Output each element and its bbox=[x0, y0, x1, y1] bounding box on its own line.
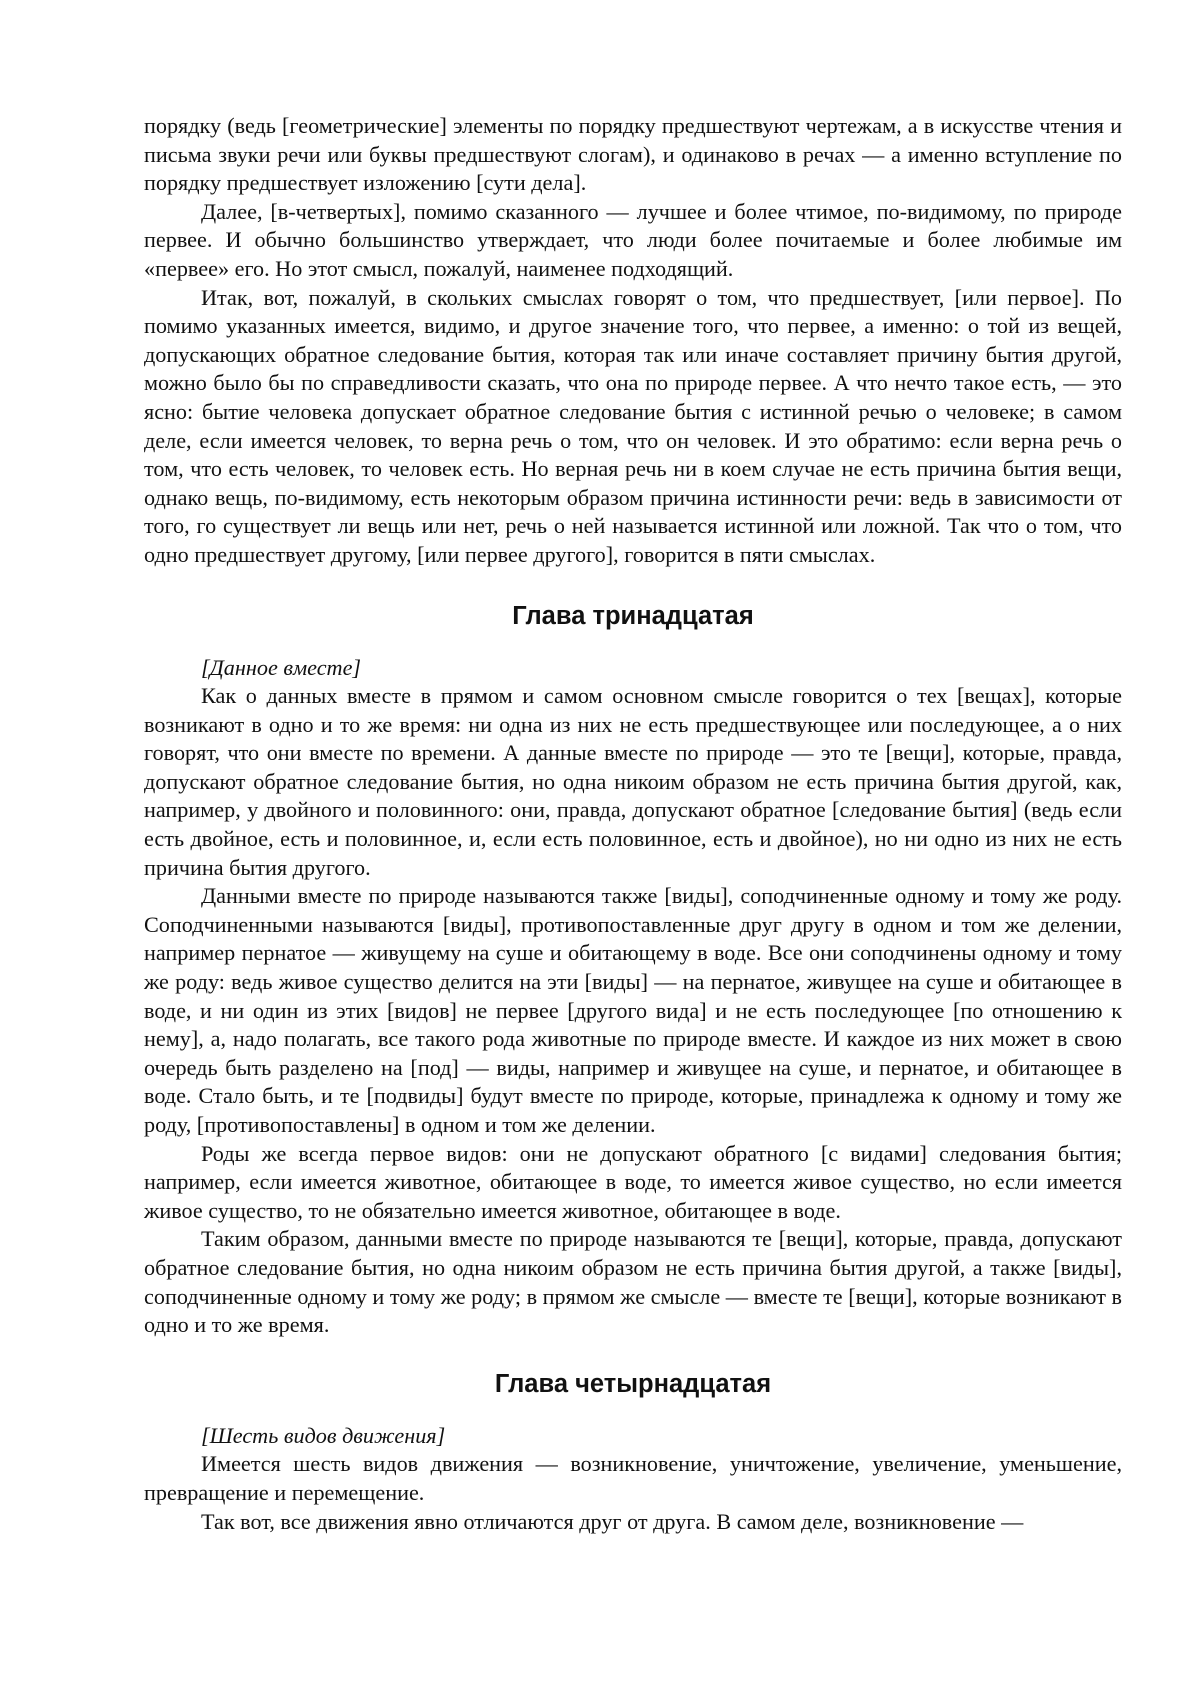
paragraph: Далее, [в-четвертых], помимо сказанного — лучшее и более чтимое, по-видимому, по природе первее. И обычно большинство утверждает, что люди более почитаемые и более любимые им «первее» его. Но этот смысл, пожалуй, наименее подходящий. bbox=[144, 198, 1122, 281]
document-page bbox=[144, 112, 1122, 1536]
chapter-heading: Глава тринадцатая bbox=[512, 601, 754, 630]
paragraph: Как о данных вместе в прямом и самом основном смысле говорится о тех [вещах], которые возникают в одно и то же время: ни одна из них не есть предшествующее или последующее, а о них говорят, что они вместе по времени. А данные вместе по природе — это те [вещи], которые, правда, допускают обратное следование бытия, но одна никоим образом не есть причина бытия другой, как, например, у двойного и половинного: они, правда, допускают обратное [следование бытия] (ведь если есть двойное, есть и половинное, и, если есть половинное, есть и двойное), но ни одно из них не есть причина бытия другого. bbox=[144, 683, 1122, 880]
paragraph: порядку (ведь [геометрические] элементы по порядку предшествуют чертежам, а в искусстве чтения и письма звуки речи или буквы предшествуют слогам), и одинаково в речах — а именно вступление по порядку предшествует изложению [сути дела]. bbox=[144, 113, 1122, 196]
section-note: [Данное вместе] bbox=[201, 654, 362, 680]
paragraph: Роды же всегда первое видов: они не допускают обратного [с видами] следования бытия; например, если имеется животное, обитающее в воде, то имеется живое существо, но если имеется живое существо, то не обязательно имеется животное, обитающее в воде. bbox=[144, 1140, 1122, 1223]
paragraph: Так вот, все движения явно отличаются друг от друга. В самом деле, возникновение — bbox=[201, 1508, 1024, 1534]
paragraph: Имеется шесть видов движения — возникновение, уничтожение, увеличение, уменьшение, превращение и перемещение. bbox=[144, 1451, 1122, 1505]
paragraph: Итак, вот, пожалуй, в скольких смыслах говорят о том, что предшествует, [или первое]. По помимо указанных имеется, видимо, и другое значение того, что первее, а именно: о той из вещей, допускающих обратное следование бытия, которая так или иначе составляет причину бытия другой, можно было бы по справедливости сказать, что она по природе первее. А что нечто такое есть, — это ясно: бытие человека допускает обратное следование бытия с истинной речью о человеке; в самом деле, если имеется человек, то верна речь о том, что он человек. И это обратимо: если верна речь о том, что есть человек, то человек есть. Но верная речь ни в коем случае не есть причина бытия вещи, однако вещь, по-видимому, есть некоторым образом причина истинности речи: ведь в зависимости от того, го существует ли вещь или нет, речь о ней называется истинной или ложной. Так что о том, что одно предшествует другому, [или первее другого], говорится в пяти смыслах. bbox=[144, 284, 1122, 567]
paragraph: Данными вместе по природе называются также [виды], соподчиненные одному и тому же роду. Соподчиненными называются [виды], противопоставленные друг другу в одном и том же делении, например пернатое — живущему на суше и обитающему в воде. Все они соподчинены одному и тому же роду: ведь живое существо делится на эти [виды] — на пернатое, живущее на суше и обитающее в воде, и ни один из этих [видов] не первее [другого вида] и не есть последующее [по отношению к нему], а, надо полагать, все такого рода животные по природе вместе. И каждое из них может в свою очередь быть разделено на [под] — виды, например и живущее на суше, и пернатое, и обитающее в воде. Стало быть, и те [подвиды] будут вместе по природе, которые, принадлежа к одному и тому же роду, [противопоставлены] в одном и том же делении. bbox=[144, 883, 1122, 1137]
paragraph: Таким образом, данными вместе по природе называются те [вещи], которые, правда, допускают обратное следование бытия, но одна никоим образом не есть причина бытия другой, а также [виды], соподчиненные одному и тому же роду; в прямом же смысле — вместе те [вещи], которые возникают в одно и то же время. bbox=[144, 1226, 1122, 1338]
chapter-heading: Глава четырнадцатая bbox=[494, 1369, 772, 1398]
section-note: [Шесть видов движения] bbox=[201, 1422, 446, 1448]
